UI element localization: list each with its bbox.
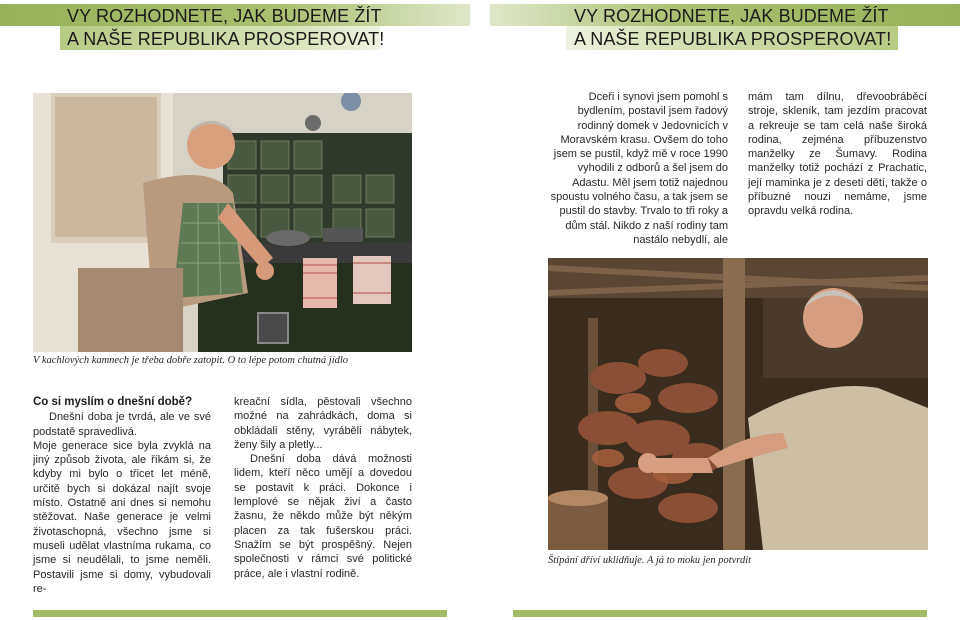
paragraph: mám tam dílnu, dřevoobráběcí stroje, skleník, tam jezdím pracovat a rekreuje se tam celá naše široká rodina, zejména příbuzenstvo manželky ze Šumavy. Rodina manželky totiž pochází z Prachatic, její maminka je z deseti dětí, takže o příbuzné nouzi nemáme, jsme opravdu velká rodina.	[748, 91, 927, 218]
headline-right-line2: A NAŠE REPUBLIKA PROSPEROVAT!	[574, 29, 892, 49]
kitchen-photo-caption: V kachlových kamnech je třeba dobře zatopit. O to lépe potom chutná jídlo	[33, 355, 349, 366]
woodshed-photo	[548, 258, 928, 550]
paragraph: Dnešní doba dává možnosti lidem, kteří něco umějí a dovedou se postavit k práci. Dokonce i lemplové se nějak živí a často žasnu, že někdo může být někým placen za tak fušerskou práci. Snažím se být prospěšný. Nejen společnosti v rámci své politické práce, ale i vlastní rodině.	[234, 453, 412, 580]
kitchen-stove-photo	[33, 93, 412, 352]
headline-left	[67, 5, 384, 51]
headline-left-line2: A NAŠE REPUBLIKA PROSPEROVAT!	[67, 29, 385, 49]
paragraph: kreační sídla, pěstovali všechno možné na zahrádkách, doma si obkládali stěny, vyráběli nábytek, ženy šily a pletly...	[234, 396, 412, 451]
woodshed-photo-caption: Štípání dříví uklidňuje. A já to moku jen potvrdit	[548, 555, 752, 566]
article-col-top-right	[748, 90, 927, 219]
article-col-bottom-left	[33, 395, 211, 596]
section-subhead: Co si myslím o dnešní době?	[33, 396, 193, 408]
article-col-top-middle	[545, 90, 728, 247]
headline-left-line1: VY ROZHODNETE, JAK BUDEME ŽÍT	[67, 6, 382, 26]
headline-right-line1: VY ROZHODNETE, JAK BUDEME ŽÍT	[574, 6, 889, 26]
headline-right	[574, 5, 891, 51]
footer-bar-left	[33, 610, 447, 617]
paragraph: Dceři i synovi jsem pomohl s bydlením, postavil jsem řadový rodinný domek v Jedovnicích v Moravském krasu. Ovšem do toho jsem se pustil, když mě v roce 1990 vyhodili z odborů a šel jsem do Adastu. Měl jsem totiž najednou spoustu volného času, a tak jsem se pustil do stavby. Trvalo to tři roky a dům stál. Nikdo z naší rodiny tam nastálo nebydlí, ale	[550, 91, 728, 246]
footer-bar-right	[513, 610, 927, 617]
paragraph: Dnešní doba je tvrdá, ale ve své podstatě spravedlivá.	[33, 411, 211, 438]
article-col-bottom-middle	[234, 395, 412, 581]
paragraph: Moje generace sice byla zvyklá na jiný způsob života, ale říkám si, že kdyby mi bylo o třicet let méně, určitě bych si dokázal najít svoje místo. Ostatně ani dnes si nemohu stěžovat. Naše generace je velmi životaschopná, všechno jsme si museli udělat vlastníma rukama, co jsme si neudělali, to jsme neměli. Postavili jsme si domy, vybudovali re-	[33, 439, 211, 595]
